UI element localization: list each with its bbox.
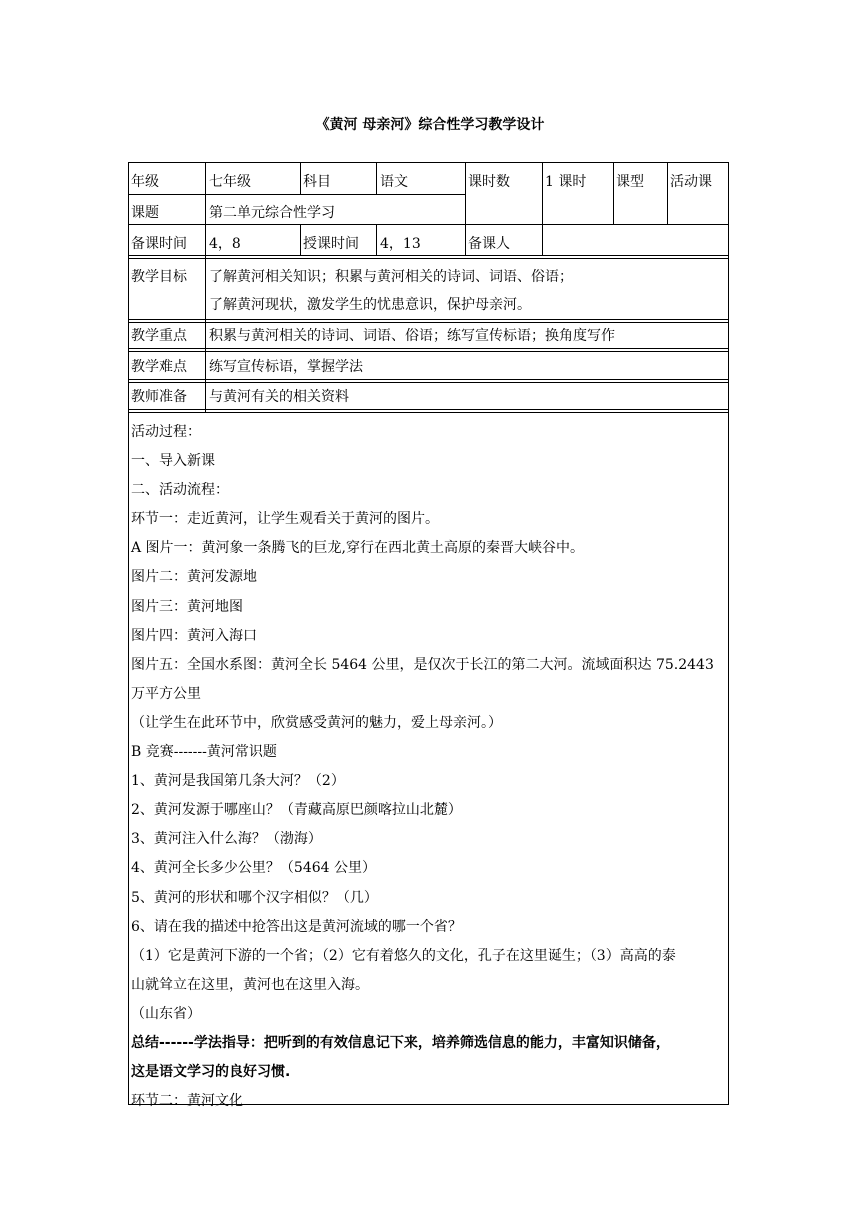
table-rule — [128, 255, 729, 256]
table-rule — [667, 162, 668, 224]
goals-line-2: 了解黄河现状，激发学生的忧患意识，保护母亲河。 — [209, 297, 531, 313]
difficulty-value: 练写宣传标语，掌握学法 — [209, 359, 363, 375]
process-line: 环节二：黄河文化 — [131, 1093, 243, 1110]
table-rule — [300, 224, 301, 255]
goals-label: 教学目标 — [131, 269, 187, 285]
table-rule — [128, 258, 729, 259]
summary-line: 这是语文学习的良好习惯. — [131, 1064, 291, 1081]
type-label: 课型 — [616, 174, 644, 190]
focus-label: 教学重点 — [131, 328, 187, 344]
process-line: 图片四：黄河入海口 — [131, 627, 257, 644]
process-line: 图片三：黄河地图 — [131, 598, 243, 615]
focus-value: 积累与黄河相关的诗词、词语、俗语；练写宣传标语；换角度写作 — [209, 328, 615, 344]
table-rule — [128, 409, 729, 410]
process-line: 6、请在我的描述中抢答出这是黄河流域的哪一个省？ — [131, 918, 462, 935]
process-line: 活动过程： — [131, 424, 201, 440]
table-rule — [128, 319, 729, 320]
process-line: （1）它是黄河下游的一个省；（2）它有着悠久的文化，孔子在这里诞生；（3）高高的泰 — [131, 947, 676, 964]
grade-value: 七年级 — [209, 174, 251, 190]
process-line: 环节一：走近黄河，让学生观看关于黄河的图片。 — [131, 511, 439, 528]
teach-time-label: 授课时间 — [303, 236, 359, 252]
activity-process — [131, 422, 727, 1120]
process-line: 图片二：黄河发源地 — [131, 569, 257, 586]
topic-value: 第二单元综合性学习 — [209, 205, 335, 221]
process-line: 3、黄河注入什么海？（渤海） — [131, 831, 322, 848]
prep-time-label: 备课时间 — [131, 236, 187, 252]
prep-time-value: 4，8 — [209, 236, 241, 252]
topic-label: 课题 — [131, 205, 159, 221]
table-rule — [300, 162, 301, 194]
difficulty-label: 教学难点 — [131, 359, 187, 375]
table-rule — [128, 194, 465, 195]
table-rule — [128, 348, 729, 349]
grade-label: 年级 — [131, 174, 159, 190]
process-line: 一、导入新课 — [131, 453, 215, 470]
process-line: B 竞赛-------黄河常识题 — [131, 744, 277, 761]
table-rule — [128, 351, 729, 352]
preparer-label: 备课人 — [468, 236, 510, 252]
process-line: 4、黄河全长多少公里？（5464 公里） — [131, 860, 376, 877]
table-rule — [465, 162, 466, 255]
process-line: 2、黄河发源于哪座山？（青藏高原巴颜喀拉山北麓） — [131, 802, 462, 819]
table-rule — [128, 322, 729, 323]
table-rule — [613, 162, 614, 224]
process-line: 图片五：全国水系图：黄河全长 5464 公里，是仅次于长江的第二大河。流域面积达 75.2443 — [131, 656, 714, 673]
type-value: 活动课 — [670, 174, 712, 190]
process-line: 二、活动流程： — [131, 482, 229, 499]
materials-value: 与黄河有关的相关资料 — [209, 389, 349, 405]
subject-label: 科目 — [303, 174, 331, 190]
table-rule — [542, 162, 543, 255]
process-line: （让学生在此环节中，欣赏感受黄河的魅力，爱上母亲河。） — [131, 714, 502, 731]
table-rule — [128, 224, 729, 225]
process-line: 1、黄河是我国第几条大河？（2） — [131, 773, 345, 790]
process-line: 山就耸立在这里，黄河也在这里入海。 — [131, 976, 369, 993]
process-line: A 图片一：黄河象一条腾飞的巨龙,穿行在西北黄土高原的秦晋大峡谷中。 — [131, 540, 585, 557]
table-rule — [128, 379, 729, 380]
process-line: 5、黄河的形状和哪个汉字相似？（几） — [131, 889, 378, 906]
table-rule — [376, 224, 377, 255]
teach-time-value: 4，13 — [380, 236, 421, 252]
page-title: 《黄河 母亲河》综合性学习教学设计 — [315, 117, 545, 133]
table-rule — [128, 412, 729, 413]
table-rule — [205, 162, 206, 412]
goals-line-1: 了解黄河相关知识；积累与黄河相关的诗词、词语、俗语； — [209, 269, 573, 285]
hours-label: 课时数 — [468, 174, 510, 190]
table-rule — [376, 162, 377, 194]
process-line: （山东省） — [131, 1005, 201, 1022]
table-rule — [128, 382, 729, 383]
process-line: 万平方公里 — [131, 685, 201, 702]
hours-value: 1 课时 — [545, 174, 587, 190]
summary-line: 总结------学法指导：把听到的有效信息记下来，培养筛选信息的能力，丰富知识储备， — [131, 1034, 670, 1051]
subject-value: 语文 — [380, 174, 408, 190]
materials-label: 教师准备 — [131, 389, 187, 405]
